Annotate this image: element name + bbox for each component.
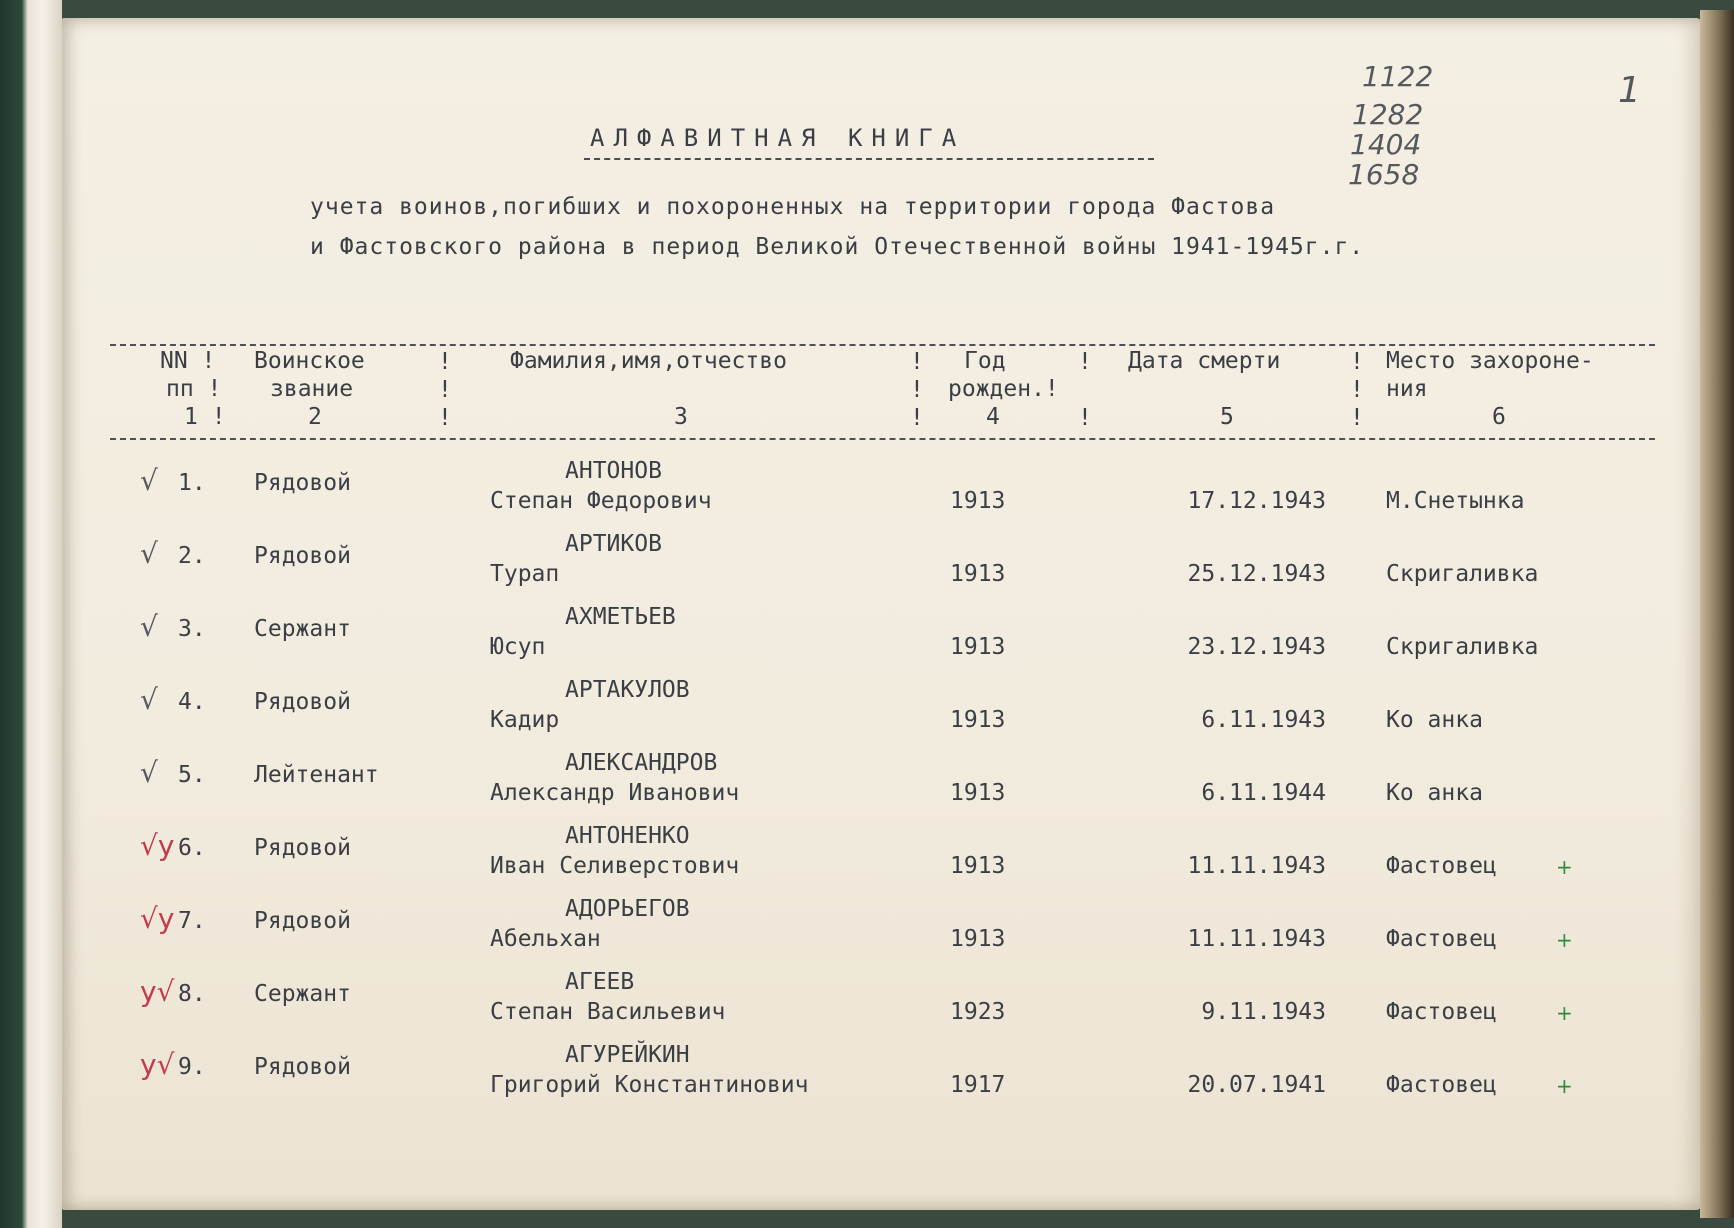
row-born: 1923 (950, 999, 1006, 1025)
header-rank-2: звание (270, 376, 354, 402)
row-death: 9.11.1943 (1201, 999, 1326, 1025)
header-separator: ! ! ! (1350, 349, 1364, 431)
row-death: 11.11.1943 (1187, 926, 1326, 952)
row-given: Турап (490, 561, 560, 587)
row-born: 1917 (950, 1072, 1006, 1098)
row-death: 11.11.1943 (1187, 853, 1326, 879)
header-place: Место захороне- (1386, 348, 1594, 374)
archive-number-2: 1282 (1352, 98, 1424, 131)
header-rule-bottom (110, 438, 1655, 440)
row-place: Скригаливка (1386, 561, 1539, 587)
header-death-index: 5 (1220, 404, 1234, 430)
page-number: 1 (1618, 70, 1641, 111)
row-n: 7. (178, 908, 206, 934)
header-num-2: пп ! (166, 376, 222, 402)
row-check: √у (140, 902, 175, 935)
row-born: 1913 (950, 853, 1006, 879)
row-surname: АДОРЬЕГОВ (565, 896, 690, 922)
row-surname: АНТОНОВ (565, 458, 662, 484)
row-death: 20.07.1941 (1187, 1072, 1326, 1098)
page-edge (1700, 10, 1734, 1218)
header-num: NN ! (160, 348, 216, 374)
row-check: √ (140, 537, 158, 570)
header-rank: Воинское (254, 348, 365, 374)
archive-number-1: 1122 (1362, 60, 1434, 93)
row-n: 2. (178, 543, 206, 569)
row-surname: АХМЕТЬЕВ (565, 604, 676, 630)
row-rank: Рядовой (254, 689, 351, 715)
row-rank: Рядовой (254, 1054, 351, 1080)
row-given: Кадир (490, 707, 560, 733)
row-check: √у (140, 829, 175, 862)
header-born-index: 4 (986, 404, 1000, 430)
row-born: 1913 (950, 488, 1006, 514)
row-n: 1. (178, 470, 206, 496)
row-born: 1913 (950, 634, 1006, 660)
header-death: Дата смерти (1128, 348, 1281, 374)
row-n: 9. (178, 1054, 206, 1080)
row-surname: АРТИКОВ (565, 531, 662, 557)
row-place: Фастовец (1386, 926, 1497, 952)
subtitle-line-1: учета воинов,погибших и похороненных на территории города Фастова (310, 194, 1276, 220)
row-rank: Рядовой (254, 908, 351, 934)
row-plus: + (1556, 928, 1573, 952)
row-check: √ (140, 464, 158, 497)
row-place: Скригаливка (1386, 634, 1539, 660)
header-name: Фамилия,имя,отчество (510, 348, 787, 374)
header-place-2: ния (1386, 376, 1428, 402)
header-separator: ! ! ! (438, 349, 452, 431)
row-surname: АГЕЕВ (565, 969, 635, 995)
row-given: Григорий Константинович (490, 1072, 809, 1098)
row-n: 4. (178, 689, 206, 715)
header-separator: ! ! (1078, 349, 1092, 431)
row-given: Иван Селиверстович (490, 853, 740, 879)
row-rank: Сержант (254, 616, 351, 642)
row-n: 6. (178, 835, 206, 861)
archive-number-4: 1658 (1348, 158, 1420, 191)
row-death: 17.12.1943 (1187, 488, 1326, 514)
row-place: Фастовец (1386, 853, 1497, 879)
row-given: Александр Иванович (490, 780, 740, 806)
row-rank: Сержант (254, 981, 351, 1007)
header-num-index: 1 ! (184, 404, 226, 430)
row-check: у√ (140, 975, 175, 1008)
row-death: 6.11.1944 (1201, 780, 1326, 806)
archive-number-3: 1404 (1350, 128, 1422, 161)
row-plus: + (1556, 1074, 1573, 1098)
row-place: М.Снетынка (1386, 488, 1525, 514)
header-rule-top (110, 344, 1655, 346)
row-plus: + (1556, 855, 1573, 879)
row-surname: АРТАКУЛОВ (565, 677, 690, 703)
row-check: √ (140, 756, 158, 789)
row-born: 1913 (950, 561, 1006, 587)
row-rank: Рядовой (254, 543, 351, 569)
header-name-index: 3 (674, 404, 688, 430)
row-surname: АЛЕКСАНДРОВ (565, 750, 718, 776)
header-place-index: 6 (1492, 404, 1506, 430)
row-check: √ (140, 610, 158, 643)
row-check: √ (140, 683, 158, 716)
row-rank: Лейтенант (254, 762, 379, 788)
row-death: 6.11.1943 (1201, 707, 1326, 733)
row-place: Фастовец (1386, 999, 1497, 1025)
row-born: 1913 (950, 780, 1006, 806)
row-plus: + (1556, 1001, 1573, 1025)
row-rank: Рядовой (254, 835, 351, 861)
header-separator: ! ! ! (910, 349, 924, 431)
header-born-2: рожден.! (948, 376, 1059, 402)
title-underline (584, 158, 1154, 160)
row-given: Степан Васильевич (490, 999, 726, 1025)
row-place: Ко анка (1386, 780, 1483, 806)
row-born: 1913 (950, 926, 1006, 952)
row-place: Ко анка (1386, 707, 1483, 733)
row-n: 8. (178, 981, 206, 1007)
row-given: Степан Федорович (490, 488, 712, 514)
row-n: 3. (178, 616, 206, 642)
row-n: 5. (178, 762, 206, 788)
row-check: у√ (140, 1048, 175, 1081)
row-surname: АНТОНЕНКО (565, 823, 690, 849)
row-rank: Рядовой (254, 470, 351, 496)
row-surname: АГУРЕЙКИН (565, 1042, 690, 1068)
row-place: Фастовец (1386, 1072, 1497, 1098)
subtitle-line-2: и Фастовского района в период Великой Отечественной войны 1941-1945г.г. (310, 234, 1365, 260)
row-death: 23.12.1943 (1187, 634, 1326, 660)
document-title: АЛФАВИТНАЯ КНИГА (590, 124, 966, 152)
row-given: Абельхан (490, 926, 601, 952)
row-death: 25.12.1943 (1187, 561, 1326, 587)
header-rank-index: 2 (308, 404, 322, 430)
book-spine (0, 0, 62, 1228)
row-born: 1913 (950, 707, 1006, 733)
row-given: Юсуп (490, 634, 546, 660)
header-born: Год (964, 348, 1006, 374)
